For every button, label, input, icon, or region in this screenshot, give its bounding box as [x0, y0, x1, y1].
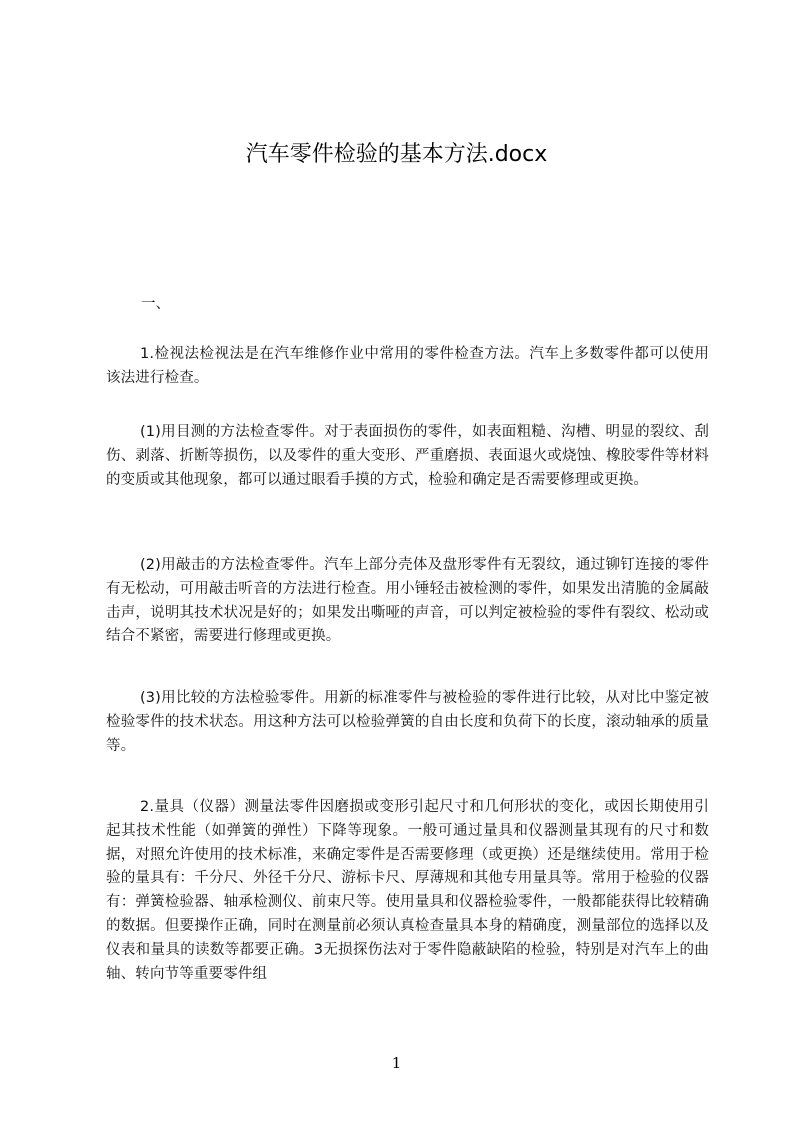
- paragraph-comparison-check: (3)用比较的方法检验零件。用新的标准零件与被检验的零件进行比较，从对比中鉴定被检验零件的技术状态。用这种方法可以检验弹簧的自由长度和负荷下的长度，滚动轴承的质量等。: [106, 690, 709, 754]
- paragraph-inspection-method: 1.检视法检视法是在汽车维修作业中常用的零件检查方法。汽车上多数零件都可以使用该法进行检查。: [106, 346, 709, 386]
- document-title: 汽车零件检验的基本方法.docx: [245, 142, 548, 167]
- paragraph-visual-check: (1)用目测的方法检查零件。对于表面损伤的零件，如表面粗糙、沟槽、明显的裂纹、刮伤、剥落、折断等损伤，以及零件的重大变形、严重磨损、表面退火或烧蚀、橡胶零件等材料的变质或其他现象，都可以通过眼看手摸的方式，检验和确定是否需要修理或更换。: [106, 424, 709, 488]
- page-number: 1: [391, 1054, 402, 1072]
- section-heading: 一、: [141, 296, 170, 312]
- paragraph-tap-check: (2)用敲击的方法检查零件。汽车上部分壳体及盘形零件有无裂纹，通过铆钉连接的零件有无松动，可用敲击听音的方法进行检查。用小锤轻击被检测的零件，如果发出清脆的金属敲击声，说明其技术状况是好的；如果发出嘶哑的声音，可以判定被检验的零件有裂纹、松动或结合不紧密，需要进行修理或更换。: [106, 557, 709, 645]
- paragraph-measurement-method: 2.量具（仪器）测量法零件因磨损或变形引起尺寸和几何形状的变化，或因长期使用引起其技术性能（如弹簧的弹性）下降等现象。一般可通过量具和仪器测量其现有的尺寸和数据，对照允许使用的技术标准，来确定零件是否需要修理（或更换）还是继续使用。常用于检验的量具有：千分尺、外径千分尺、游标卡尺、厚薄规和其他专用量具等。常用于检验的仪器有：弹簧检验器、轴承检测仪、前束尺等。使用量具和仪器检验零件，一般都能获得比较精确的数据。但要操作正确，同时在测量前必须认真检查量具本身的精确度，测量部位的选择以及仪表和量具的读数等都要正确。3无损探伤法对于零件隐蔽缺陷的检验，特别是对汽车上的曲轴、转向节等重要零件组: [106, 799, 709, 982]
